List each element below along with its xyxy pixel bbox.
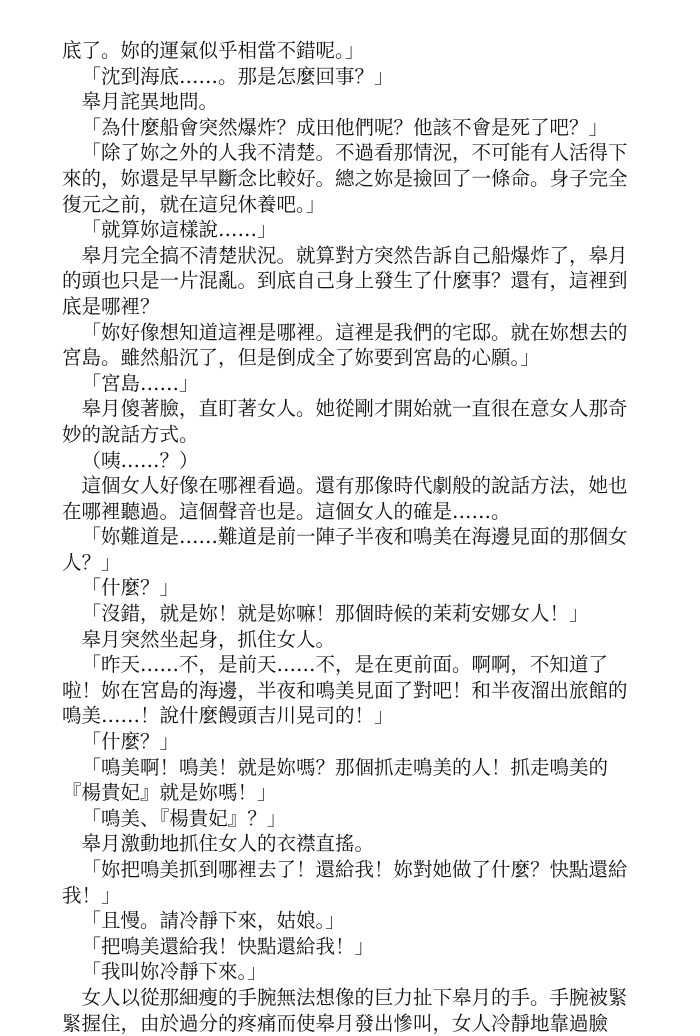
paragraph: 底了。妳的運氣似乎相當不錯呢。」 — [62, 39, 365, 62]
paragraph: 「把鳴美還給我！快點還給我！」 — [81, 934, 375, 958]
paragraph: 「宮島……」 — [81, 371, 199, 395]
paragraph: 「鳴美、『楊貴妃』？」 — [81, 806, 287, 830]
paragraph: 女人以從那細瘦的手腕無法想像的巨力扯下皋月的手。手腕被緊緊握住，由於過分的疼痛而使皋月發出慘叫，女人冷靜地靠過臉 — [62, 985, 628, 1035]
paragraph: 「沒錯，就是妳！就是妳嘛！那個時候的茉莉安娜女人！」 — [81, 602, 589, 626]
paragraph: 「沈到海底……。那是怎麼回事？」 — [81, 64, 394, 88]
paragraph: 「妳把鳴美抓到哪裡去了！還給我！妳對她做了什麼？快點還給我！」 — [62, 858, 628, 907]
paragraph: 這個女人好像在哪裡看過。還有那像時代劇般的說話方法，她也在哪裡聽過。這個聲音也是。這個女人的確是……。 — [62, 474, 628, 523]
paragraph: 「什麼？」 — [81, 576, 180, 600]
paragraph: 「我叫妳冷靜下來。」 — [81, 960, 267, 984]
paragraph: 「妳好像想知道這裡是哪裡。這裡是我們的宅邸。就在妳想去的宮島。雖然船沉了，但是倒成全了妳要到宮島的心願。」 — [62, 320, 628, 370]
paragraph: 「什麼？」 — [81, 730, 180, 754]
paragraph: 皋月激動地抓住女人的衣襟直搖。 — [81, 832, 375, 856]
paragraph: 皋月突然坐起身，抓住女人。 — [81, 627, 336, 651]
paragraph: 「妳難道是……難道是前一陣子半夜和鳴美在海邊見面的那個女人？」 — [62, 525, 628, 574]
paragraph: 皋月完全搞不清楚狀況。就算對方突然告訴自己船爆炸了，皋月的頭也只是一片混亂。到底自己身上發生了什麼事？還有，這裡到底是哪裡？ — [62, 243, 628, 318]
paragraph: 「鳴美啊！鳴美！就是妳嗎？那個抓走鳴美的人！抓走鳴美的『楊貴妃』就是妳嗎！」 — [62, 755, 609, 805]
paragraph: 「且慢。請冷靜下來，姑娘。」 — [81, 909, 345, 933]
paragraph: 「就算妳這樣說……」 — [81, 218, 277, 242]
paragraph: 「為什麼船會突然爆炸？成田他們呢？他該不會是死了吧？」 — [81, 115, 609, 139]
document-page — [62, 38, 638, 1036]
paragraph: 皋月詫異地問。 — [81, 90, 219, 114]
paragraph: 「昨天……不，是前天……不，是在更前面。啊啊，不知道了啦！妳在宮島的海邊，半夜和鳴美見面了對吧！和半夜溜出旅館的鳴美……！說什麼饅頭吉川晃司的！」 — [62, 653, 628, 728]
paragraph: （咦……？） — [81, 448, 199, 472]
paragraph: 「除了妳之外的人我不清楚。不過看那情況，不可能有人活得下來的，妳還是早早斷念比較好。總之妳是撿回了一條命。身子完全復元之前，就在這兒休養吧。」 — [62, 141, 628, 216]
paragraph: 皋月傻著臉，直盯著女人。她從剛才開始就一直很在意女人那奇妙的說話方式。 — [62, 397, 628, 446]
